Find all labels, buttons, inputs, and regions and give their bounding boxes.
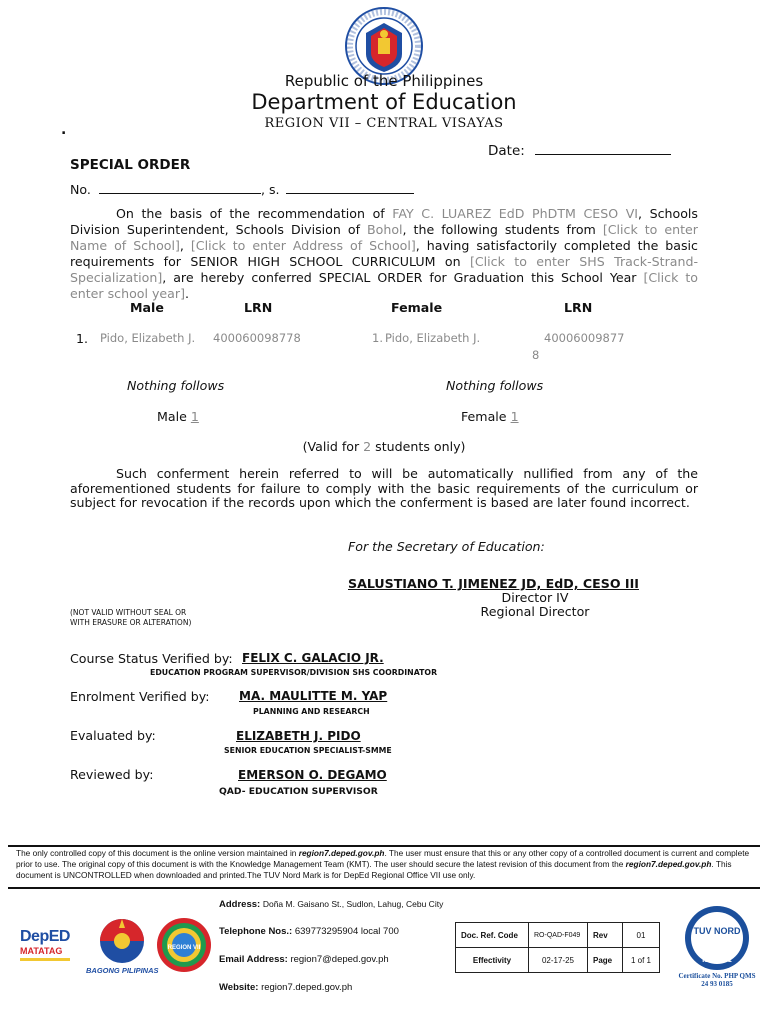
email-link[interactable]: region7@deped.gov.ph xyxy=(290,954,389,965)
nothing-follows-male: Nothing follows xyxy=(127,378,225,393)
conferment-paragraph: Such conferment herein referred to will be automatically nullified from any of the aforementioned students for failure to comply with the basic requirements of the curriculum or subject for revocation if the records upon which the conferment is based are later found incorrect. xyxy=(70,466,698,510)
signatory-title-2: Regional Director xyxy=(480,604,590,619)
male-total-count[interactable]: 1 xyxy=(190,409,199,424)
school-name-placeholder[interactable]: [Click to enter Name of School] xyxy=(70,222,698,253)
department-title: Department of Education xyxy=(251,90,517,114)
female-header: Female xyxy=(391,300,443,315)
bagong-pilipinas-logo-mark xyxy=(92,916,152,966)
nothing-follows-female: Nothing follows xyxy=(446,378,544,393)
doc-ref-row: Doc. Ref. Code RO-QAD-F049 Rev 01 xyxy=(456,923,660,948)
course-status-name: FELIX C. GALACIO JR. xyxy=(242,651,384,665)
recommender-name[interactable]: FAY C. LUAREZ EdD PhDTM CESO VI xyxy=(392,206,639,221)
female-row-number: 1. xyxy=(372,331,383,345)
svg-text:REGION VII: REGION VII xyxy=(167,945,201,951)
lrn-header-male: LRN xyxy=(244,300,273,315)
valid-count[interactable]: 2 xyxy=(363,439,372,454)
evaluated-label: Evaluated by: xyxy=(70,728,156,743)
footnote-site-link-2[interactable]: region7.deped.gov.ph xyxy=(625,859,712,869)
female-student-name[interactable]: Pido, Elizabeth J. xyxy=(385,331,481,345)
bagong-pilipinas-text: BAGONG PILIPINAS xyxy=(86,966,159,975)
svg-text:TUV NORD: TUV NORD xyxy=(693,926,741,936)
evaluated-role: SENIOR EDUCATION SPECIALIST-SMME xyxy=(224,746,392,755)
doc-ref-table xyxy=(455,922,660,973)
male-student-name[interactable]: Pido, Elizabeth J. xyxy=(100,331,196,345)
recommendation-paragraph: On the basis of the recommendation of FAY C. LUAREZ EdD PhDTM CESO VI, Schools Division Superintendent, Schools Division of Bohol, the following students from [Click to enter Name of School], [Click to enter Address of School], having satisfactorily completed the basic requirements for SENIOR HIGH SCHOOL CURRICULUM on [Click to enter SHS Track-Strand-Specialization], are hereby conferred SPECIAL ORDER for Graduation this School Year [Click to enter school year]. xyxy=(70,206,698,301)
enrolment-name: MA. MAULITTE M. YAP xyxy=(239,689,388,703)
special-order-title: SPECIAL ORDER xyxy=(70,157,191,173)
republic-line: Republic of the Philippines xyxy=(284,72,484,90)
order-number-row xyxy=(70,181,414,197)
website-link[interactable]: region7.deped.gov.ph xyxy=(261,982,353,993)
footnote-divider xyxy=(8,845,760,847)
female-total: Female 1 xyxy=(461,409,519,424)
date-field[interactable] xyxy=(535,142,671,155)
track-placeholder[interactable]: [Click to enter SHS Track-Strand-Specialization] xyxy=(70,254,698,285)
male-row-number: 1. xyxy=(76,331,89,346)
reviewed-role: QAD- EDUCATION SUPERVISOR xyxy=(219,786,378,797)
controlled-copy-footnote: The only controlled copy of this document is the online version maintained in region7.deped.gov.ph. The user must ensure that this or any other copy of a controlled document is current and complete prior to use. The original copy of this document is with the Knowledge Management Team (KMT). The user should secure the latest revision of this document from the region7.deped.gov.ph. This document is UNCONTROLLED when downloaded and printed.The TUV Nord Mark is for DepEd Regional Office VII use only. xyxy=(16,848,750,880)
male-total: Male 1 xyxy=(157,409,199,424)
effectivity-row: Effectivity 02-17-25 Page 1 of 1 xyxy=(456,948,660,973)
evaluated-name: ELIZABETH J. PIDO xyxy=(236,729,361,743)
tuv-certificate: Certificate No. PHP QMS 24 93 0185 xyxy=(678,972,756,988)
signatory-name: SALUSTIANO T. JIMENEZ JD, EdD, CESO III xyxy=(348,576,639,591)
reviewed-name: EMERSON O. DEGAMO xyxy=(238,768,387,782)
enrolment-role: PLANNING AND RESEARCH xyxy=(253,707,370,716)
female-student-lrn[interactable]: 40006009877 xyxy=(544,331,625,345)
not-valid-note: (NOT VALID WITHOUT SEAL OR WITH ERASURE OR ALTERATION) xyxy=(70,608,192,627)
for-secretary-line: For the Secretary of Education: xyxy=(348,539,545,554)
series-label: , s. xyxy=(260,182,280,197)
telephone-line: Telephone Nos.: 639773295904 local 700 xyxy=(219,926,399,937)
stray-dot: . xyxy=(61,122,67,138)
date-row xyxy=(488,142,671,159)
reviewed-label: Reviewed by: xyxy=(70,767,154,782)
division-name[interactable]: Bohol xyxy=(367,222,403,237)
course-status-label: Course Status Verified by: xyxy=(70,651,233,666)
male-header: Male xyxy=(130,300,164,315)
order-number-field[interactable] xyxy=(99,181,261,194)
signatory-title-1: Director IV xyxy=(501,590,569,605)
male-student-lrn[interactable]: 400060098778 xyxy=(213,331,301,345)
deped-matatag-logo: DepED MATATAG xyxy=(20,928,78,961)
region-line: REGION VII – CENTRAL VISAYAS xyxy=(264,116,504,131)
website-line: Website: region7.deped.gov.ph xyxy=(219,982,353,993)
footnote-site-link[interactable]: region7.deped.gov.ph xyxy=(298,848,385,858)
tuv-nord-iso-logo xyxy=(678,904,756,972)
series-field[interactable] xyxy=(286,181,414,194)
valid-for-line: (Valid for 2 students only) xyxy=(302,439,466,454)
course-status-role: EDUCATION PROGRAM SUPERVISOR/DIVISION SHS COORDINATOR xyxy=(150,668,438,677)
svg-text:ISO 9001: ISO 9001 xyxy=(702,957,732,964)
address-line: Address: Doña M. Gaisano St., Sudlon, Lahug, Cebu City xyxy=(219,899,444,910)
school-year-placeholder[interactable]: [Click to enter school year] xyxy=(70,270,698,301)
region-vii-logo xyxy=(155,916,213,974)
school-address-placeholder[interactable]: [Click to enter Address of School] xyxy=(190,238,416,253)
date-label: Date: xyxy=(488,143,525,159)
lrn-header-female: LRN xyxy=(564,300,593,315)
female-student-lrn-wrap[interactable]: 8 xyxy=(532,348,540,362)
female-total-count[interactable]: 1 xyxy=(510,409,519,424)
no-label: No. xyxy=(70,182,91,197)
email-line: Email Address: region7@deped.gov.ph xyxy=(219,954,389,965)
footer-divider xyxy=(8,887,760,889)
enrolment-label: Enrolment Verified by: xyxy=(70,689,210,704)
